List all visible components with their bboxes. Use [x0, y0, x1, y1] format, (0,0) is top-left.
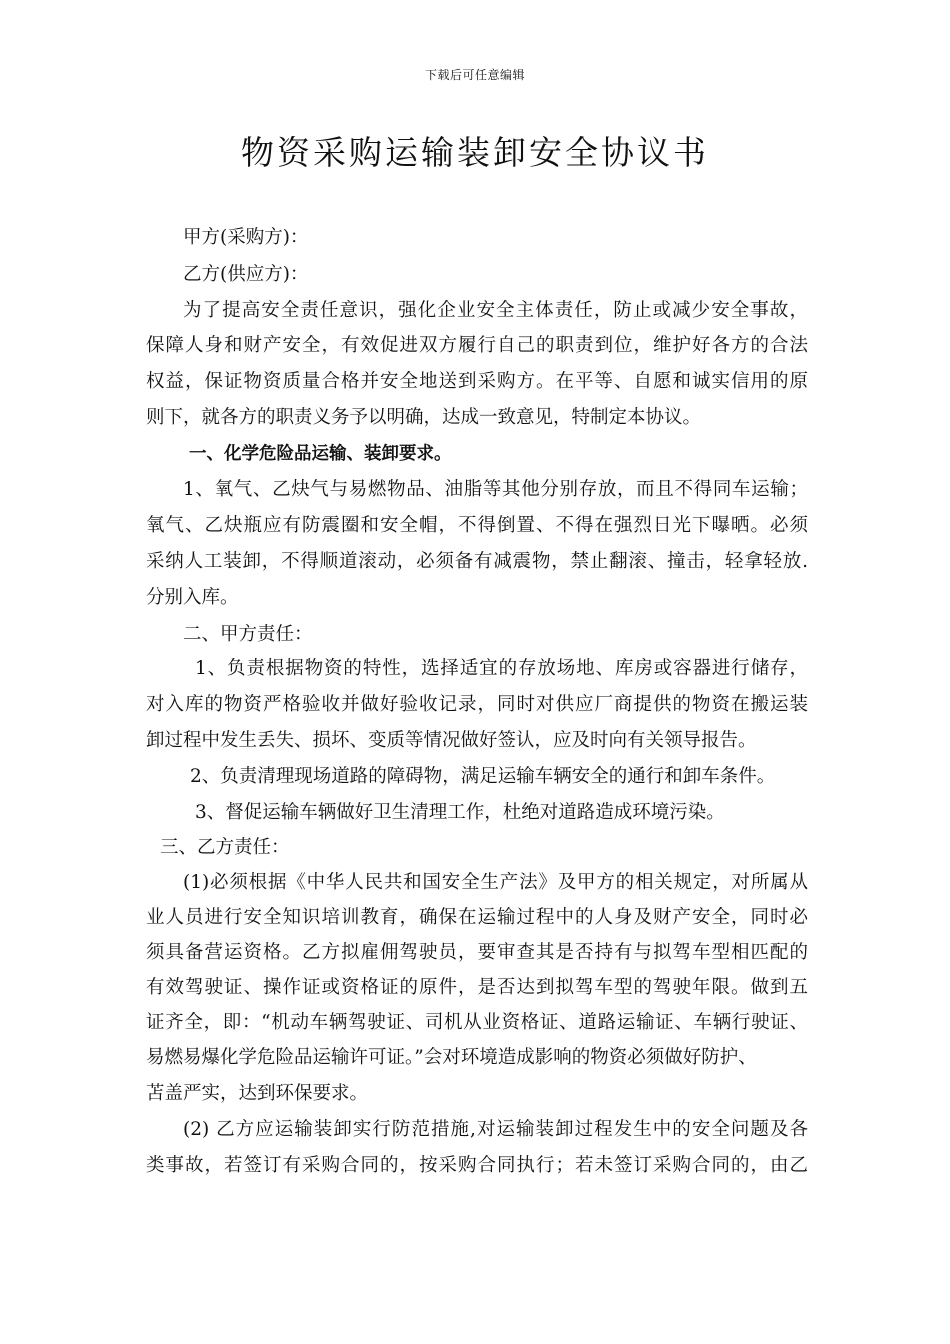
section-heading-3: 三、乙方责任： [160, 837, 290, 858]
paragraph-line: 业人员进行安全知识培训教育，确保在运输过程中的人身及财产安全，同时必 [146, 907, 808, 928]
section-heading-1: 一、化学危险品运输、装卸要求。 [189, 444, 452, 464]
paragraph-line: 3、督促运输车辆做好卫生清理工作，杜绝对道路造成环境污染。 [195, 802, 725, 823]
paragraph-line: 采纳人工装卸，不得顺道滚动，必须备有减震物，禁止翻滚、撞击，轻拿轻放. [146, 551, 808, 572]
paragraph-line: 卸过程中发生丢失、损坏、变质等情况做好签认，应及时向有关领导报告。 [146, 730, 757, 751]
paragraph-line: 类事故，若签订有采购合同的，按采购合同执行；若未签订采购合同的，由乙 [146, 1155, 808, 1176]
header-note: 下载后可任意编辑 [424, 68, 525, 82]
section-heading-2: 二、甲方责任： [183, 624, 313, 645]
paragraph-line: 易燃易爆化学危险品运输许可证。”会对环境造成影响的物资必须做好防护、 [146, 1047, 757, 1068]
document-title: 物资采购运输装卸安全协议书 [241, 133, 709, 172]
paragraph-line: 2、负责清理现场道路的障碍物，满足运输车辆安全的通行和卸车条件。 [190, 766, 776, 787]
paragraph-line: 保障人身和财产安全，有效促进双方履行自己的职责到位，维护好各方的合法 [146, 335, 808, 356]
paragraph-line: 1、负责根据物资的特性，选择适宜的存放场地、库房或容器进行储存， [195, 658, 808, 679]
paragraph-line: 对入库的物资严格验收并做好验收记录，同时对供应厂商提供的物资在搬运装 [146, 694, 808, 715]
paragraph-line: 1、氧气、乙炔气与易燃物品、油脂等其他分别存放，而且不得同车运输； [183, 479, 808, 500]
paragraph-line: 分别入库。 [146, 587, 239, 608]
paragraph-line: (2) 乙方应运输装卸实行防范措施,对运输装卸过程发生中的安全问题及各 [183, 1119, 808, 1140]
paragraph-line: 权益，保证物资质量合格并安全地送到采购方。在平等、自愿和诚实信用的原 [146, 371, 808, 392]
party-b-line: 乙方(供应方)： [183, 264, 309, 285]
paragraph-line: 证齐全，即：“机动车辆驾驶证、司机从业资格证、道路运输证、车辆行驶证、 [146, 1012, 808, 1033]
paragraph-line: 则下，就各方的职责义务予以明确，达成一致意见，特制定本协议。 [146, 407, 702, 428]
paragraph-line: 有效驾驶证、操作证或资格证的原件，是否达到拟驾车型的驾驶年限。做到五 [146, 977, 808, 998]
paragraph-line: 氧气、乙炔瓶应有防震圈和安全帽，不得倒置、不得在强烈日光下曝晒。必须 [146, 515, 808, 536]
party-a-line: 甲方(采购方)： [183, 227, 309, 248]
paragraph-line: 为了提高安全责任意识，强化企业安全主体责任，防止或减少安全事故， [183, 300, 808, 321]
paragraph-line: 苫盖严实，达到环保要求。 [146, 1083, 369, 1104]
paragraph-line: 须具备营运资格。乙方拟雇佣驾驶员，要审查其是否持有与拟驾车型相匹配的 [146, 942, 808, 963]
paragraph-line: (1)必须根据《中华人民共和国安全生产法》及甲方的相关规定，对所属从 [183, 872, 808, 893]
